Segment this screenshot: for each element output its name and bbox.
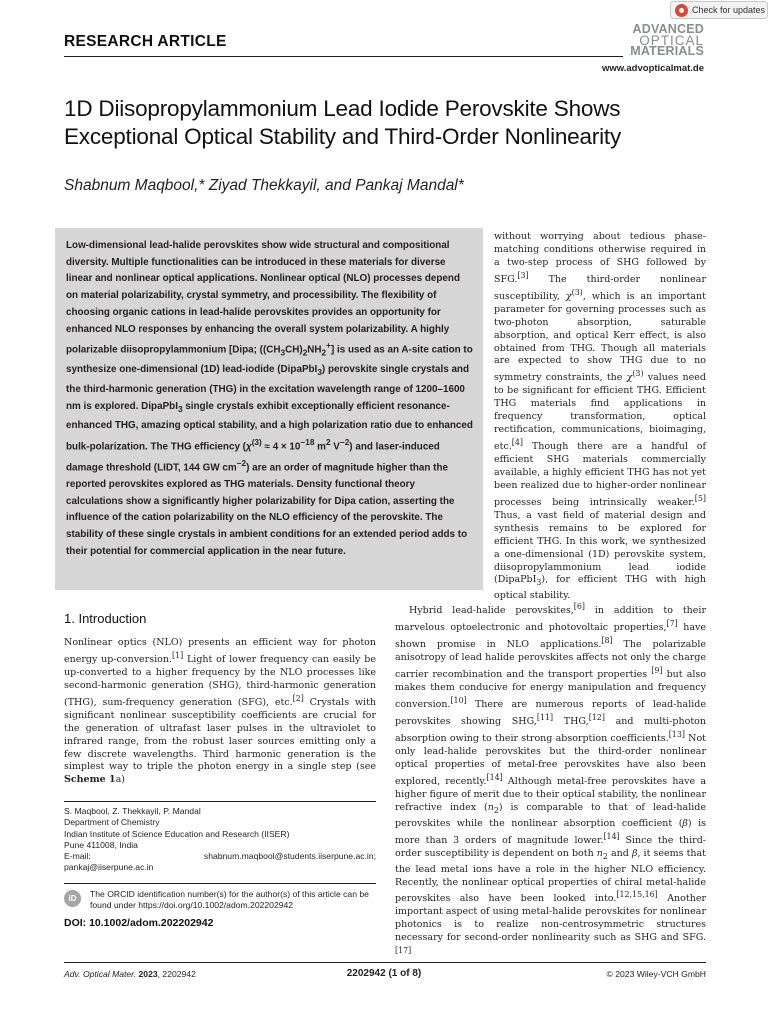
subscript: 2 [493,805,499,815]
body-text: Light of lower frequency can easily be up-converted to a higher frequency by the NLO processes like second-harmonic generation (SHG), third-harmonic generation (THG), sum-frequency generation (SFG), etc. [64,654,376,708]
abstract-text: ) are an order of magnitude higher than the reported perovskites explored as THG materials. Density functional theory calculations show a significantly higher polarizability for Dipa cation, asserting the influence of the cation polarizability on the NLO efficiency of the perovskite. The stability of these single crystals in ambient conditions for an extended period adds to their potential for commercial application in the near future. [66,462,468,557]
citation-ref[interactable]: [6] [573,602,585,611]
right-column-main-text [395,601,706,962]
header-divider [64,56,623,57]
body-text: Crystals with significant nonlinear susceptibility coefficients are crucial for the generation of ultrafast laser pulses in the ultraviolet to infrared range, from the robust laser sources emitting only a few discrete wavelengths. Third harmonic generation is the simplest way to triple the photon energy in a single step (see [64,696,377,773]
footer-year: 2023 [138,969,158,979]
body-text: ), for efficient THG with high optical stability. [494,574,706,602]
abstract-text: ] is used as an A-site cation to synthesize one-dimensional (1D) lead-iodide (DipaPbI [66,344,473,376]
footer-article-number: , 2202942 [157,969,196,979]
superscript: (3) [251,437,262,447]
abstract-box [55,228,483,590]
body-text: The polarizable anisotropy of lead halide perovskites affects not only the charge carrier recombination and the transport properties [395,639,706,681]
scheme-link[interactable]: Scheme 1 [64,774,116,786]
section-label: RESEARCH ARTICLE [64,33,227,50]
citation-ref[interactable]: [14] [486,773,503,783]
body-text: , which is an important parameter for governing processes such as two-photon absorption, saturable absorption, and optical Kerr effect, is also obtained from THG. Though all materials are expected to show THG due to no symmetry constraints, the [494,290,706,384]
body-text: Since the third-order susceptibility is dependent on both [395,834,706,859]
superscript: 2 [325,437,331,447]
body-text: THG, [553,716,589,728]
email-label: E-mail: [64,851,91,862]
citation-ref[interactable]: [5] [694,493,706,503]
orcid-divider [64,883,376,884]
article-title: 1D Diisopropylammonium Lead Iodide Perovskite Shows Exceptional Optical Stability and Third-Order Nonlinearity [64,96,621,149]
superscript: −2 [339,437,350,447]
body-text: and [607,847,632,859]
journal-logo [630,24,704,57]
body-text: but also makes them conducive for energy manipulation and frequency conversion. [395,669,706,711]
abstract-text: NH [307,344,322,356]
citation-ref[interactable]: [1] [172,650,184,660]
journal-logo-line1: ADVANCED [632,22,704,36]
introduction-heading: 1. Introduction [64,611,147,626]
doi-label[interactable]: DOI: 10.1002/adom.202202942 [64,917,214,929]
footer-divider [64,962,706,963]
check-for-updates-label: Check for updates [692,5,766,15]
body-text: Another important aspect of using metal-halide perovskites for nonlinear photonics is to realize non-centrosymmetric structures necessary for second-order nonlinearity such as SHG and SFG. [395,893,706,944]
citation-ref[interactable]: [4] [511,438,523,448]
orcid-text[interactable]: The ORCID identification number(s) for the author(s) of this article can be found under https://doi.org/10.1002/adom.202202942 [90,889,369,911]
beta-symbol: β [682,817,688,829]
journal-logo-line2: OPTICAL [639,33,704,48]
abstract-text: V [330,441,340,453]
chi-symbol: χ [626,372,633,384]
abstract-text: ) and laser-induced damage threshold (LIDT, 144 GW cm [66,441,440,474]
subscript: 3 [280,348,286,358]
journal-logo-line3: MATERIALS [630,44,704,58]
copyright: © 2023 Wiley-VCH GmbH [606,969,706,979]
body-text: Although metal-free perovskites have a higher figure of merit due to their optical stability, the nonlinear refractive index ( [395,776,707,814]
subscript: 2 [302,348,308,358]
author-list: Shabnum Maqbool,* Ziyad Thekkayil, and Pankaj Mandal* [64,177,464,194]
crossmark-icon [675,4,688,17]
superscript: −2 [236,458,247,468]
citation-ref[interactable]: [12] [588,713,605,723]
body-text: have shown promise in NLO applications. [395,622,707,651]
subscript: 3 [317,368,322,378]
citation-ref[interactable]: [17] [395,946,412,956]
body-text: ) is comparable to that of lead-halide perovskites while the nonlinear absorption coefficient ( [395,802,706,829]
citation-ref[interactable]: [2] [292,693,304,703]
citation-ref[interactable]: [14] [603,831,620,841]
check-for-updates-button[interactable] [670,1,768,19]
citation-ref[interactable]: [8] [601,636,613,646]
abstract-text: CH) [285,344,303,356]
citation-ref[interactable]: [11] [536,713,554,723]
body-text: Though there are a handful of efficient SHG materials commercially available, a highly efficient THG has not yet been realized due to higher-order nonlinear processes being intrinsically weaker. [494,441,706,508]
abstract-text: single crystals exhibit exceptionally efficient resonance-enhanced THG, amazing optical stability, and a high polarization ratio due to enhanced bulk-polarization. The THG efficiency ( [66,400,473,453]
body-text: Hybrid lead-halide perovskites, [409,605,574,617]
body-text: a) [115,774,125,786]
affiliation-city: Pune 411008, India [64,839,138,850]
abstract-text: m [314,441,326,453]
body-text: Thus, a vast field of material design and synthesis remains to be explored for efficient THG. In this work, we synthesized a one-dimensional (1D) perovskite system, diisopropylammonium lead iodide (DipaPbI [494,509,706,586]
subscript: 2 [321,348,327,358]
orcid-icon: iD [64,890,81,907]
body-text: Nonlinear optics (NLO) presents an efficient way for photon energy up-conversion. [64,637,376,666]
body-text: without worrying about tedious phase-matching conditions otherwise required in a two-step process of SHG followed by SFG. [494,231,706,285]
superscript: + [326,341,331,351]
subscript: 2 [602,851,608,861]
body-text: and multi-photon absorption owing to their strong absorption coefficients. [395,716,706,745]
email-link-2[interactable]: pankaj@iiserpune.ac.in [64,862,154,873]
email-row [64,851,376,862]
superscript: (3) [632,369,644,379]
citation-ref[interactable]: [13] [668,730,685,740]
superscript: −18 [300,437,315,447]
journal-url[interactable]: www.advopticalmat.de [601,63,704,74]
n-symbol: n [596,847,603,859]
affiliation-authors: S. Maqbool, Z. Thekkayil, P. Mandal [64,806,201,816]
body-text: , it seems that the lead metal ions have a role in the higher NLO efficiency. Recently, the nonlinear optical properties of chiral metal-halide perovskites also have been looked into. [395,847,706,905]
abstract-text: Low-dimensional lead-halide perovskites show wide structural and compositional diversity. Multiple functionalities can be introduced in these materials for diverse linear and nonlinear optical applications. Nonlinear optical (NLO) processes depend on material polarizability, crystal symmetry, and processibility. The flexibility of choosing organic cations in lead-halide perovskites provides an opportunity for enhanced NLO responses by enhancing the overall system polarizability. A highly polarizable diisopropylammonium [Dipa; ((CH [66,240,460,356]
footer-citation [64,969,196,979]
affiliation-block [64,806,376,874]
affiliation-department: Department of Chemistry [64,817,160,828]
page-number: 2202942 (1 of 8) [346,968,422,979]
email-link-1[interactable]: shabnum.maqbool@students.iiserpune.ac.in; [203,851,376,862]
citation-ref[interactable]: [10] [450,696,467,706]
affiliation-institute: Indian Institute of Science Education and Research (IISER) [64,828,290,839]
body-text: values need to be significant for efficient THG. Efficient THG materials find applications in frequency transformation, optical rectification, communications, bioimaging, etc. [494,372,706,453]
body-text: Not only lead-halide perovskites but the third-order nonlinear optical properties of metal-free perovskites have also been explored, recently. [395,733,706,788]
chi-symbol: χ [565,290,572,302]
abstract-text: ) perovskite single crystals and the third-harmonic generation (THG) in the excitation wavelength range of 1200–1600 nm is explored. DipaPbI [66,364,469,412]
body-text: The third-order nonlinear susceptibility, [494,273,706,302]
body-text: ) is more than 3 orders of magnitude lower. [395,817,707,846]
beta-symbol: β [631,847,638,859]
subscript: 3 [536,578,542,588]
footer-journal: Adv. Optical Mater. [64,969,137,979]
affiliation-divider [64,801,376,802]
chi-symbol: χ [245,441,252,453]
citation-ref[interactable]: [9] [651,666,663,676]
introduction-text [64,637,376,787]
subscript: 3 [177,404,183,414]
orcid-note [64,889,376,912]
body-text: There are numerous reports of lead-halide perovskites showing SHG, [395,699,706,728]
body-text: in addition to their marvelous optoelectronic and photovoltaic properties, [395,605,706,634]
abstract-text: ≈ 4 × 10 [261,441,301,453]
right-column-top-text [494,231,706,603]
citation-ref[interactable]: [3] [517,270,529,280]
n-symbol: n [487,802,494,814]
citation-ref[interactable]: [12,15,16] [616,890,658,900]
superscript: (3) [571,287,583,297]
citation-ref[interactable]: [7] [666,619,678,629]
